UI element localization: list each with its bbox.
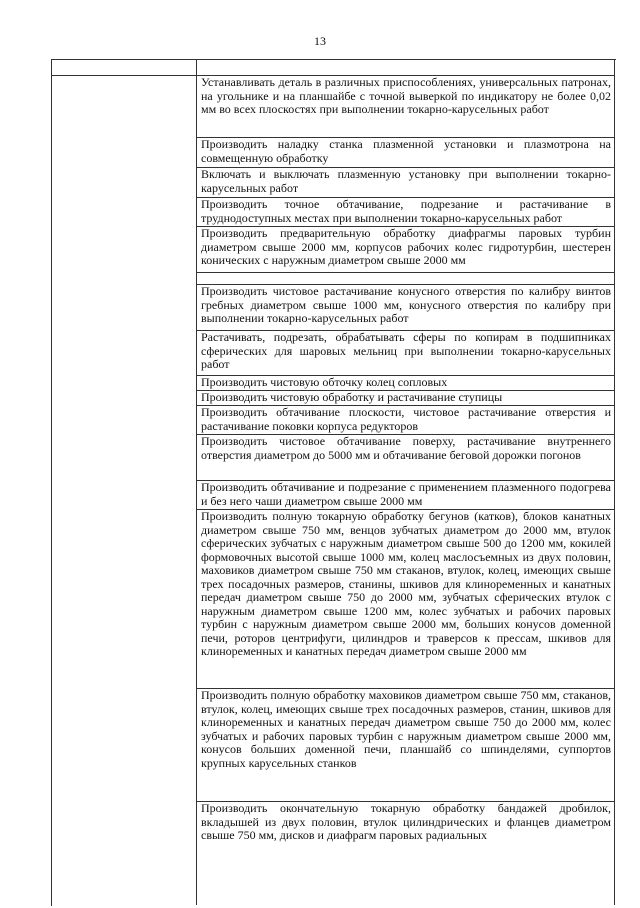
table-row: Производить чистовое обтачивание поверху, растачивание внутреннего отверстия диаметром до 5000 мм и обтачивание беговой дорожки погонов — [197, 435, 614, 481]
table-row: Производить обтачивание и подрезание с применением плазменного подогрева и без него чаши диаметром свыше 2000 мм — [197, 481, 614, 510]
page-number: 13 — [314, 34, 326, 48]
table-row: Растачивать, подрезать, обрабатывать сферы по копирам в подшипниках сферических для шаровых мельниц при выполнении токарно-карусельных работ — [197, 331, 614, 376]
labor-actions-column — [197, 76, 614, 908]
table-row: Производить точное обтачивание, подрезание и растачивание в труднодоступных местах при выполнении токарно-карусельных работ — [197, 198, 614, 227]
table-row: Производить полную обработку маховиков диаметром свыше 750 мм, стаканов, втулок, колец, имеющих свыше трех посадочных размеров, станин, шкивов для клиноременных и канатных передач диаметром свыше 750 до 2000 мм, колес зубчатых и рабочих паровых турбин с наружным диаметром свыше 2000 мм, конусов больших доменной печи, планшайб со шпинделями, суппортов крупных карусельных станков — [197, 689, 614, 802]
table-row: Производить окончательную токарную обработку бандажей дробилок, вкладышей из двух половин, втулок цилиндрических и фланцев диаметром свыше 750 мм, дисков и диафрагм паровых радиальных — [201, 802, 611, 842]
table-row: Производить полную токарную обработку бегунов (катков), блоков канатных диаметром свыше 750 мм, венцов зубчатых диаметром до 2000 мм, втулок сферических зубчатых с наружным диаметром свыше 500 до 1200 мм, кокилей формовочных высотой свыше 1000 мм, колец маслосъемных из двух половин, маховиков диаметром свыше 750 мм стаканов, втулок, колец, имеющих свыше трех посадочных размеров, станины, шкивов для клиноременных и канатных передач диаметром свыше 750 до 2000 мм, зубчатых сферических втулок с наружным диаметром свыше 1200 мм, колес зубчатых и рабочих паровых турбин с наружным диаметром свыше 2000 мм, больших конусов доменной печи, роторов центрифуги, цилиндров и траверсов к прессам, шкивов для клиноременных и канатных передач диаметром свыше 2000 мм — [197, 510, 614, 689]
table-row-empty — [197, 273, 614, 285]
table-row: Производить предварительную обработку диафрагмы паровых турбин диаметром свыше 2000 мм, корпусов рабочих колес гидротурбин, шестерен конических с наружным диаметром свыше 2000 мм — [197, 227, 614, 273]
table-row: Устанавливать деталь в различных приспособлениях, универсальных патронах, на угольнике и на планшайбе с точной выверкой по индикатору не более 0,02 мм во всех плоскостях при выполнении токарно-карусельных работ — [197, 76, 614, 138]
table-row: Производить наладку станка плазменной установки и плазмотрона на совмещенную обработку — [197, 138, 614, 168]
table-row: Производить чистовую обработку и растачивание ступицы — [197, 391, 614, 406]
table-row: Включать и выключать плазменную установку при выполнении токарно-карусельных работ — [197, 168, 614, 198]
table-row: Производить обтачивание плоскости, чистовое растачивание отверстия и растачивание поковки корпуса редукторов — [197, 406, 614, 435]
table-row: Производить чистовое растачивание конусного отверстия по калибру винтов гребных диаметром свыше 1000 мм, конусного отверстия по калибру при выполнении токарно-карусельных работ — [197, 285, 614, 331]
table-row: Производить чистовую обточку колец сопловых — [197, 376, 614, 391]
table-right-border — [614, 59, 615, 905]
table-header-row — [51, 59, 615, 76]
